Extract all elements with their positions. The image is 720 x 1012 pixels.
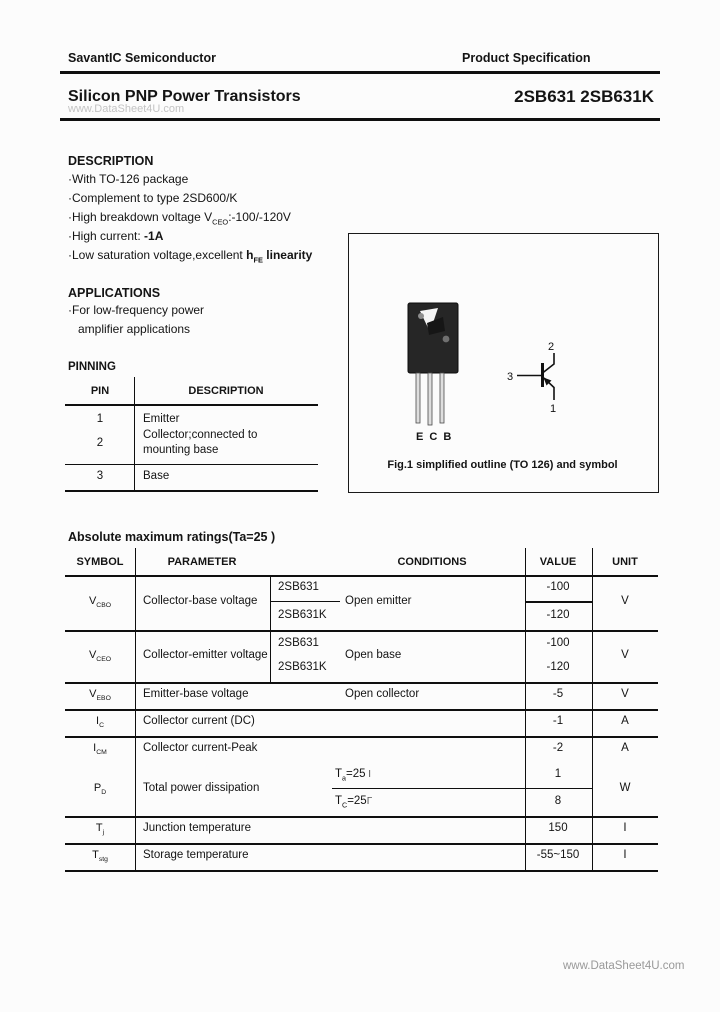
vcbo-value2: -120: [546, 609, 570, 621]
symbol-pin3-label: 3: [507, 371, 514, 383]
package-lead-base: [440, 373, 444, 423]
icm-symbol-sub: CM: [96, 749, 107, 757]
ic-symbol-base: I: [96, 715, 100, 727]
symbol-collector-lead: [543, 353, 555, 373]
pd-condition-1: [335, 768, 371, 781]
pd-cond1-text: =25: [346, 768, 366, 780]
description-item-3-subscript: CEO: [212, 217, 229, 227]
pinning-bottom-rule: [65, 490, 318, 492]
vcbo-model1: 2SB631: [278, 581, 319, 593]
pnp-symbol: [495, 330, 585, 420]
vcbo-symbol-sub: CBO: [96, 602, 112, 610]
pd-symbol-base: P: [93, 782, 102, 794]
vceo-symbol-sub: CEO: [96, 656, 112, 664]
vceo-symbol-base: V: [88, 649, 97, 661]
pinning-row-rule: [65, 464, 318, 465]
description-item-3-tail: :-100/-120V: [228, 210, 291, 224]
description-item-3: [68, 211, 291, 225]
ratings-col-conditions: CONDITIONS: [397, 556, 467, 568]
pinning-row3-pin: 3: [96, 470, 104, 482]
pd-cond1-artifact: I: [365, 769, 372, 780]
vceo-unit: V: [621, 649, 629, 661]
to126-package-drawing: [402, 295, 466, 435]
page-title: Silicon PNP Power Transistors: [68, 88, 301, 105]
pinning-row2-desc-line2: mounting base: [143, 444, 219, 456]
brand-name: SavantIC Semiconductor: [68, 51, 216, 65]
description-item-5-hfe: h: [246, 248, 254, 262]
tstg-symbol-base: T: [92, 849, 99, 861]
vceo-model2: 2SB631K: [278, 661, 327, 673]
ratings-hline-8: [65, 870, 658, 872]
pd-symbol-sub: D: [101, 789, 107, 797]
vceo-model1: 2SB631: [278, 637, 319, 649]
vcbo-model2: 2SB631K: [278, 609, 327, 621]
vcbo-value1: -100: [546, 581, 570, 593]
ratings-col-parameter: PARAMETER: [167, 556, 237, 568]
tj-symbol-sub: j: [102, 829, 105, 837]
package-lead-collector: [428, 373, 432, 425]
tstg-unit: I: [623, 849, 627, 861]
pd-cond2-base: T: [335, 795, 343, 807]
vcbo-unit: V: [621, 595, 629, 607]
ratings-vcbo-value-divider: [525, 601, 592, 603]
ic-parameter: Collector current (DC): [143, 715, 255, 727]
description-item-2: ·Complement to type 2SD600/K: [68, 191, 238, 205]
vcbo-symbol-base: V: [88, 595, 97, 607]
description-item-5-subscript: FE: [253, 255, 263, 265]
pinning-divider-vertical: [134, 377, 135, 491]
applications-line-2: amplifier applications: [78, 322, 191, 336]
icm-parameter: Collector current-Peak: [143, 742, 258, 754]
vcbo-parameter: Collector-base voltage: [143, 595, 258, 607]
ratings-col-symbol: SYMBOL: [76, 556, 124, 568]
vebo-symbol-sub: EBO: [96, 695, 111, 703]
description-item-5: [68, 249, 312, 263]
description-item-5-text: ·Low saturation voltage,excellent: [68, 248, 247, 262]
pinning-row2-pin: 2: [96, 437, 104, 449]
icm-value: -2: [552, 742, 564, 754]
vebo-symbol-base: V: [89, 688, 97, 700]
ic-symbol-sub: C: [99, 722, 104, 730]
ratings-hline-3: [65, 682, 658, 684]
ratings-col-value: VALUE: [539, 556, 577, 568]
package-lead-emitter: [416, 373, 420, 423]
ratings-vline-model: [270, 575, 271, 682]
figure-caption: Fig.1 simplified outline (TO 126) and symbol: [387, 459, 618, 471]
pd-cond1-base: T: [335, 768, 343, 780]
pinning-row2-desc-line1: Collector;connected to: [143, 429, 258, 441]
symbol-base-bar: [541, 363, 544, 387]
pinning-col-description: DESCRIPTION: [188, 385, 264, 397]
pinning-row1-pin: 1: [96, 413, 104, 425]
pd-parameter: Total power dissipation: [143, 782, 260, 794]
applications-heading: APPLICATIONS: [68, 286, 161, 300]
ic-unit: A: [621, 715, 629, 727]
vceo-value1: -100: [546, 637, 570, 649]
description-item-4-text: ·High current:: [68, 229, 145, 243]
ratings-heading: Absolute maximum ratings(Ta=25 ): [68, 530, 276, 544]
tj-symbol-base: T: [95, 822, 103, 834]
vceo-parameter: Collector-emitter voltage: [143, 649, 268, 661]
symbol-pin1-label: 1: [550, 403, 557, 415]
part-numbers: 2SB631 2SB631K: [514, 87, 654, 106]
pd-cond2-text: =25: [347, 795, 367, 807]
spec-label: Product Specification: [462, 51, 591, 65]
vcbo-symbol: [89, 595, 111, 608]
vceo-symbol: [89, 649, 111, 662]
tj-parameter: Junction temperature: [143, 822, 252, 834]
vebo-symbol: [89, 688, 111, 701]
pd-cond2-artifact: Γ: [366, 796, 373, 807]
pinning-col-pin: PIN: [90, 385, 110, 397]
pinning-heading: PINNING: [68, 361, 116, 373]
description-item-5-tail: linearity: [262, 248, 313, 262]
vebo-value: -5: [552, 688, 564, 700]
tstg-parameter: Storage temperature: [143, 849, 249, 861]
icm-symbol: [93, 742, 107, 755]
description-item-4-bold: -1A: [144, 229, 164, 243]
watermark-bottom: www.DataSheet4U.com: [563, 960, 685, 972]
header-rule-bottom: [60, 118, 660, 121]
ratings-col-unit: UNIT: [612, 556, 638, 568]
ratings-hline-6: [65, 816, 658, 818]
symbol-pin2-label: 2: [548, 341, 555, 353]
ratings-pd-divider: [332, 788, 592, 789]
ratings-vcbo-model-divider: [270, 601, 340, 602]
package-hole-right: [443, 336, 450, 343]
description-item-4: [68, 230, 163, 244]
tj-symbol: [96, 822, 104, 835]
applications-line-1: ·For low-frequency power: [68, 303, 205, 317]
tj-unit: I: [623, 822, 627, 834]
pd-cond2-sub: C: [342, 801, 348, 810]
watermark-top: www.DataSheet4U.com: [68, 103, 185, 115]
pd-symbol: [94, 782, 106, 795]
pd-value1: 1: [554, 768, 562, 780]
ic-symbol: [96, 715, 104, 728]
description-heading: DESCRIPTION: [68, 154, 154, 168]
pinning-row1-desc: Emitter: [143, 413, 180, 425]
vcbo-condition: Open emitter: [345, 595, 412, 607]
tstg-symbol: [92, 849, 108, 862]
header-rule-top: [60, 71, 660, 74]
icm-unit: A: [621, 742, 629, 754]
vebo-unit: V: [621, 688, 629, 700]
vebo-parameter: Emitter-base voltage: [143, 688, 249, 700]
pinning-header-rule: [65, 404, 318, 406]
tstg-symbol-sub: stg: [98, 856, 108, 864]
vceo-value2: -120: [546, 661, 570, 673]
lead-labels: E C B: [416, 431, 453, 443]
pd-unit: W: [619, 782, 631, 794]
tstg-value: -55~150: [536, 849, 580, 861]
package-hole-top: [418, 313, 424, 319]
tj-value: 150: [548, 822, 568, 834]
pd-value2: 8: [554, 795, 562, 807]
ratings-hline-5: [65, 736, 658, 738]
ratings-hline-1: [65, 575, 658, 577]
ratings-hline-4: [65, 709, 658, 711]
pinning-row3-desc: Base: [143, 470, 170, 482]
icm-symbol-base: I: [93, 742, 97, 754]
vebo-condition: Open collector: [345, 688, 420, 700]
pd-condition-2: [335, 795, 372, 808]
ic-value: -1: [552, 715, 564, 727]
description-item-3-text: ·High breakdown voltage V: [68, 210, 213, 224]
description-item-1: ·With TO-126 package: [68, 172, 189, 186]
ratings-hline-2: [65, 630, 658, 632]
ratings-hline-7: [65, 843, 658, 845]
vceo-condition: Open base: [345, 649, 402, 661]
pd-cond1-sub: a: [342, 774, 346, 783]
